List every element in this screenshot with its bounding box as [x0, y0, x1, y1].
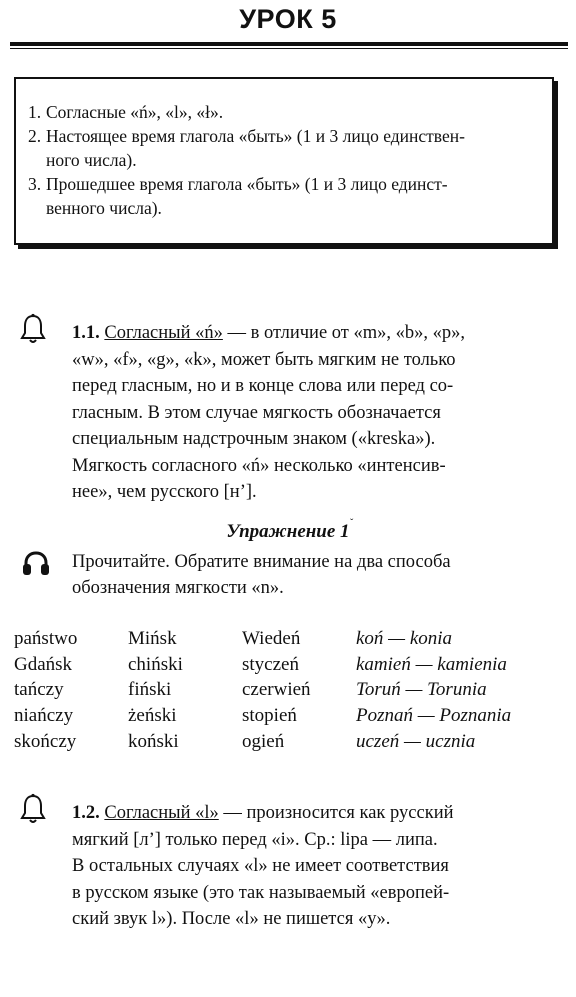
lesson-title: УРОК 5	[239, 4, 337, 34]
bell-icon	[19, 313, 47, 345]
word: żeński	[128, 705, 177, 727]
word-column-3	[242, 626, 311, 755]
word: tańczy	[14, 679, 64, 701]
exercise-instruction: Прочитайте. Обратите внимание на два способа обозначения мягкости «n».	[72, 552, 451, 598]
word-pair: uczeń — ucznia	[356, 730, 476, 752]
word: państwo	[14, 628, 78, 649]
section-heading: Согласный «l»	[104, 803, 219, 823]
plan-item-text: Прошедшее время глагола «быть» (1 и 3 лицо единст- венного числа).	[46, 174, 448, 218]
section-1-2: 1.2. Согласный «l» — произносится как русский мягкий [л’] только перед «i». Ср.: lipa — липа. В остальных случаях «l» не имеет соответствия в русском языке (это так называемый «европей- ский звук l»). После «l» не пишется «y».	[72, 803, 454, 929]
lesson-plan-list	[28, 100, 543, 220]
word: styczeń	[242, 653, 299, 675]
title-rule	[10, 42, 568, 46]
word: czerwień	[242, 679, 311, 701]
word-column-4	[356, 626, 511, 755]
plan-item	[28, 172, 543, 220]
section-1-1: 1.1. Согласный «ń» — в отличие от «m», «b», «p», «w», «f», «g», «k», может быть мягким не только перед гласным, но и в конце слова или перед со- гласным. В этом случае мягкость обозначается специальным надстрочным знаком («kreska»). Мягкость согласного «ń» несколько «интенсив- нее», чем русского [н’].	[72, 323, 466, 502]
word: niańczy	[14, 705, 74, 727]
plan-item-number: 1.	[28, 102, 42, 122]
plan-item-text: Настоящее время глагола «быть» (1 и 3 лицо единствен- ного числа).	[46, 126, 465, 170]
word: Wiedeń	[242, 628, 301, 649]
word: fiński	[128, 679, 172, 701]
word-column-2	[128, 626, 183, 755]
section-heading: Согласный «ń»	[104, 323, 223, 343]
plan-item-number: 2.	[28, 126, 42, 146]
word: chiński	[128, 653, 183, 675]
plan-item	[28, 124, 543, 172]
word: skończy	[14, 730, 77, 752]
word: koński	[128, 730, 179, 752]
plan-item-number: 3.	[28, 174, 42, 194]
lesson-plan-box	[14, 77, 554, 245]
headphones-icon	[22, 551, 50, 577]
ink-mark: ˇ	[350, 518, 354, 529]
plan-item-text: Согласные «ń», «l», «ł».	[46, 102, 224, 122]
word: Gdańsk	[14, 653, 73, 675]
word-pair: Poznań — Poznania	[356, 705, 512, 727]
plan-item	[28, 100, 543, 124]
word-pair: Toruń — Torunia	[356, 679, 487, 701]
bell-icon	[19, 793, 47, 825]
word-column-1	[14, 626, 77, 755]
section-number: 1.2.	[72, 803, 100, 823]
word-pair: koń — konia	[356, 628, 453, 649]
word: ogień	[242, 730, 285, 752]
exercise-title: Упражнение 1	[226, 521, 350, 542]
word-pair: kamień — kamienia	[356, 653, 507, 675]
word: Mińsk	[128, 628, 177, 649]
section-number: 1.1.	[72, 323, 100, 343]
word: stopień	[242, 705, 297, 727]
title-rule-thin	[10, 48, 568, 49]
